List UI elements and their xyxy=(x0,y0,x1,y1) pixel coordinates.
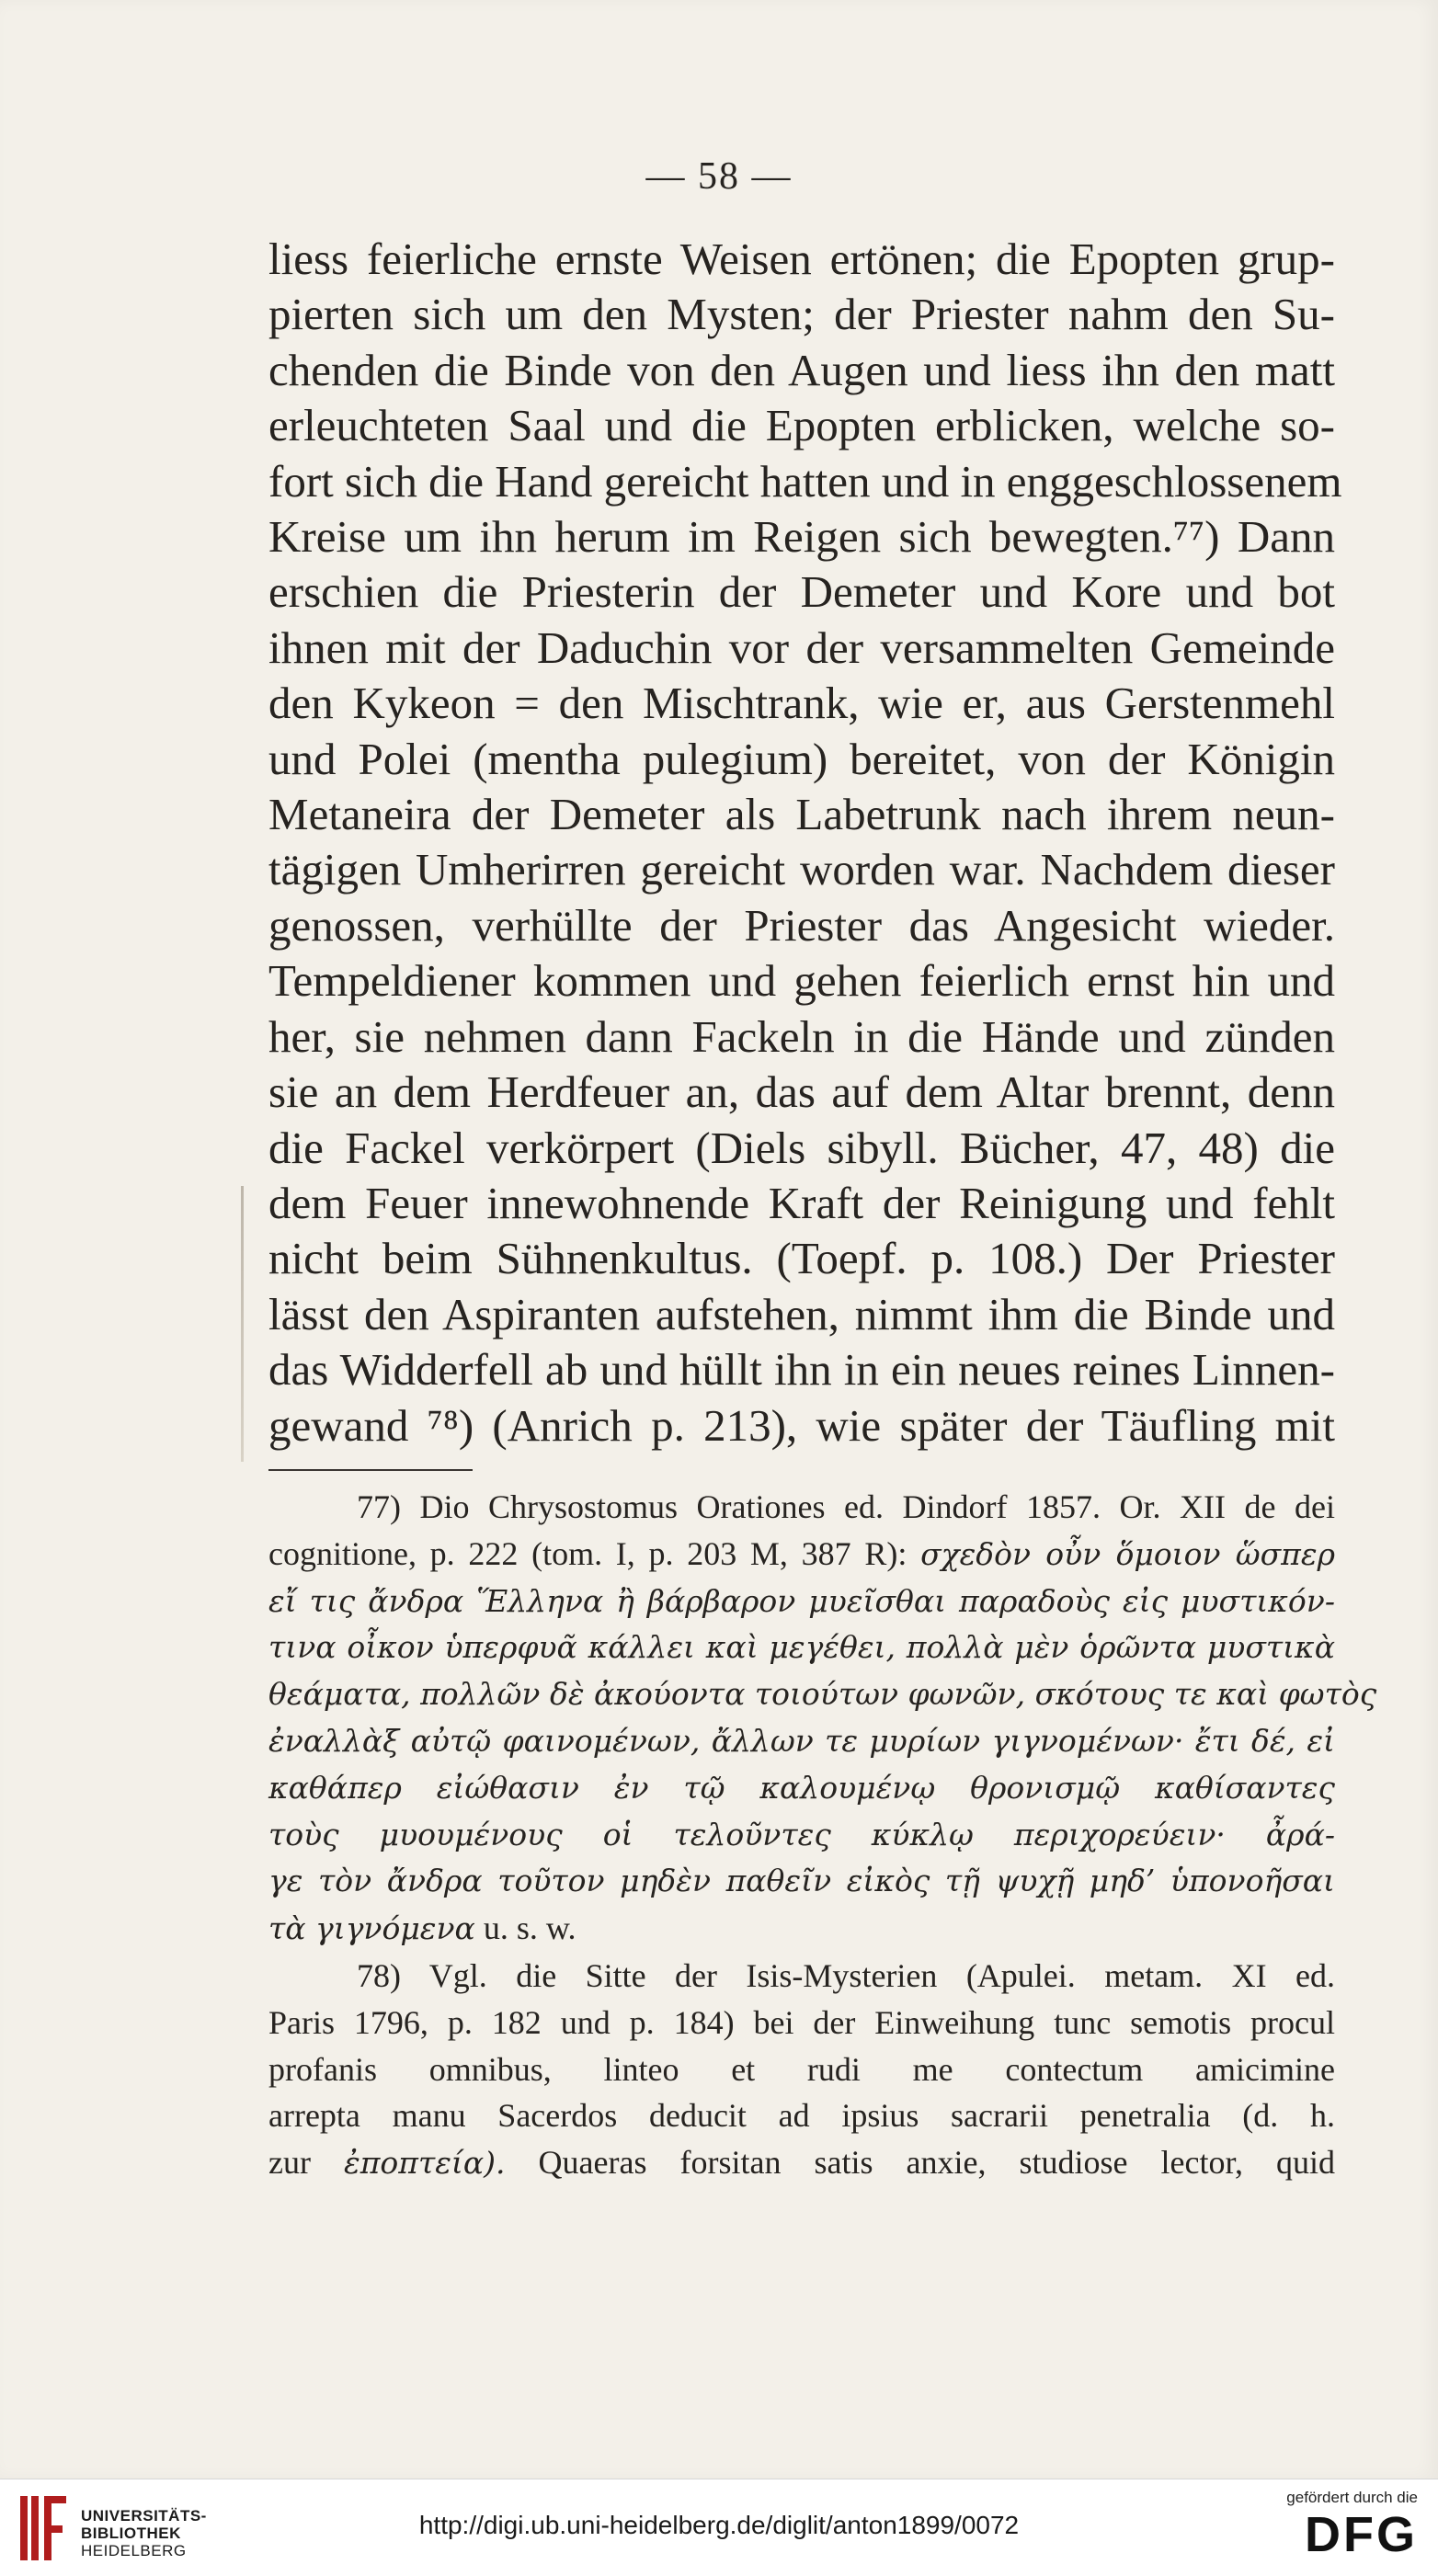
text-line: nicht beim Sühnenkultus. (Toepf. p. 108.) Der Priester xyxy=(268,1233,1335,1284)
library-name-line: HEIDELBERG xyxy=(81,2542,187,2559)
text-line: genossen, verhüllte der Priester das Angesicht wieder. xyxy=(268,899,1335,951)
library-name-line: BIBLIOTHEK xyxy=(81,2525,181,2542)
footnote-78-line: profanis omnibus, linteo et rudi me contectum amicimine xyxy=(268,2050,1335,2088)
footnote-78-greek: ἐποπτεία). xyxy=(344,2145,506,2182)
footnote-78-line: Paris 1796, p. 182 und p. 184) bei der Einweihung tunc semotis procul xyxy=(268,2003,1335,2041)
text-line: ihnen mit der Daduchin vor der versammelten Gemeinde xyxy=(268,621,1335,673)
footnote-77-greek-line: καθάπερ εἰώθασιν ἐν τῷ καλουμένῳ θρονισμῷ καθίσαντες xyxy=(268,1769,1335,1806)
text-line: liess feierliche ernste Weisen ertönen; die Epopten grup- xyxy=(268,234,1335,284)
sponsor-caption: gefördert durch die xyxy=(1286,2489,1418,2506)
footnote-77-line xyxy=(268,1531,1335,1579)
text-line: die Fackel verkörpert (Diels sibyll. Bücher, 47, 48) die xyxy=(268,1122,1335,1173)
footnote-77-line: 77) Dio Chrysostomus Orationes ed. Dindorf 1857. Or. XII de dei xyxy=(357,1488,1335,1525)
footnote-78-line: 78) Vgl. die Sitte der Isis-Mysterien (Apulei. metam. XI ed. xyxy=(357,1956,1335,1994)
text-line: her, sie nehmen dann Fackeln in die Hände und zünden xyxy=(268,1010,1335,1062)
footnote-77-latin: cognitione, p. 222 (tom. I, p. 203 M, 387 R): xyxy=(268,1534,907,1572)
permalink-url[interactable]: http://digi.ub.uni-heidelberg.de/diglit/anton1899/0072 xyxy=(418,2511,1020,2539)
footnote-77-greek: τὰ γιγνόμενα xyxy=(268,1910,475,1947)
text-line: sie an dem Herdfeuer an, das auf dem Altar brennt, denn xyxy=(268,1066,1335,1118)
footnote-77-greek: σχεδὸν οὖν ὅμοιον ὥσπερ xyxy=(920,1535,1335,1572)
page-number: — 58 — xyxy=(645,155,793,198)
library-name-line: UNIVERSITÄTS- xyxy=(81,2507,207,2525)
footnote-77-greek-line: τοὺς μυουμένους οἱ τελοῦντες κύκλῳ περιχορεύειν· ἆρά- xyxy=(268,1816,1335,1852)
footnote-78-line: arrepta manu Sacerdos deducit ad ipsius sacrarii penetralia (d. h. xyxy=(268,2097,1335,2135)
text-line: lässt den Aspiranten aufstehen, nimmt ihm die Binde und xyxy=(268,1288,1335,1339)
text-line: den Kykeon = den Mischtrank, wie er, aus Gerstenmehl xyxy=(268,678,1335,729)
text-line: und Polei (mentha pulegium) bereitet, von der Königin xyxy=(268,733,1335,784)
text-line: dem Feuer innewohnende Kraft der Reinigung und fehlt xyxy=(268,1177,1335,1228)
footnote-78-latin: zur xyxy=(268,2144,311,2182)
text-line: pierten sich um den Mysten; der Priester nahm den Su- xyxy=(268,289,1335,340)
text-line: Kreise um ihn herum im Reigen sich bewegten.⁷⁷) Dann xyxy=(268,511,1335,563)
text-line: gewand ⁷⁸) (Anrich p. 213), wie später der Täufling mit xyxy=(268,1399,1335,1451)
footnote-78-line xyxy=(268,2139,1335,2187)
text-line: chenden die Binde von den Augen und liess ihn den matt xyxy=(268,344,1335,395)
footnote-77-greek-line: γε τὸν ἄνδρα τοῦτον μηδὲν παθεῖν εἰκὸς τῇ ψυχῇ μηδ’ ὑπονοῆσαι xyxy=(268,1863,1335,1899)
text-line: erleuchteten Saal und die Epopten erblicken, welche so- xyxy=(268,400,1335,451)
footnote-77-latin: u. s. w. xyxy=(483,1909,576,1947)
footer-bar xyxy=(0,2479,1438,2576)
footnote-77-greek-line: εἴ τις ἄνδρα Ἕλληνα ἢ βάρβαρον μυεῖσθαι παραδοὺς εἰς μυστικόν- xyxy=(268,1582,1335,1619)
text-line: Metaneira der Demeter als Labetrunk nach ihrem neun- xyxy=(268,789,1335,840)
text-line: das Widderfell ab und hüllt ihn in ein neues reines Linnen- xyxy=(268,1344,1335,1396)
dfg-sponsor[interactable] xyxy=(1252,2485,1418,2570)
footnotes xyxy=(268,1484,1377,2187)
text-line: tägigen Umherirren gereicht worden war. Nachdem dieser xyxy=(268,844,1335,895)
footnote-77-line xyxy=(268,1905,1335,1953)
footnote-78-latin: Quaeras forsitan satis anxie, studiose lector, quid xyxy=(538,2144,1336,2182)
body-text xyxy=(268,232,1342,1453)
footnote-77-greek-line: τινα οἶκον ὑπερφυᾶ κάλλει καὶ μεγέθει, πολλὰ μὲν ὁρῶντα μυστικὰ xyxy=(268,1629,1335,1666)
margin-pencil-mark xyxy=(241,1186,244,1462)
text-line: Tempeldiener kommen und gehen feierlich ernst hin und xyxy=(268,955,1335,1007)
text-line: fort sich die Hand gereicht hatten und in enggeschlossenem xyxy=(268,455,1342,507)
footnote-77-greek-line: ἐναλλὰξ αὐτῷ φαινομένων, ἄλλων τε μυρίων γιγνομένων· ἔτι δέ, εἰ xyxy=(268,1722,1335,1759)
footnote-rule xyxy=(268,1469,473,1471)
footnote-77-greek-line: θεάματα, πολλῶν δὲ ἀκούοντα τοιούτων φωνῶν, σκότους τε καὶ φωτὸς xyxy=(268,1676,1377,1713)
text-line: erschien die Priesterin der Demeter und Kore und bot xyxy=(268,566,1335,618)
dfg-logo: DFG xyxy=(1305,2507,1418,2562)
